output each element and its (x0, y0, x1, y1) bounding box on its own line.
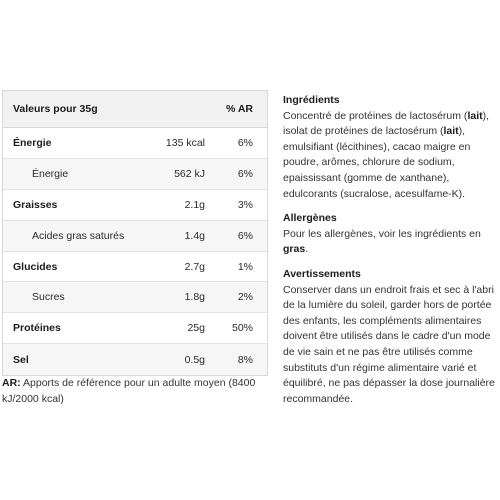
nutrient-ar-percent: 8% (237, 353, 253, 366)
warnings-title: Avertissements (283, 267, 361, 280)
footnote-text: Apports de référence pour un adulte moyen (8400 kJ/2000 kcal) (2, 377, 256, 405)
nutrient-amount: 1.4g (184, 229, 205, 242)
ingredients-text (283, 109, 498, 203)
allergens-bold-word: gras (283, 243, 306, 256)
nutrition-table (2, 90, 268, 376)
nutrient-amount: 1.8g (184, 291, 205, 304)
nutrient-ar-percent: 6% (237, 229, 253, 242)
ingredients-part-2: ), isolat de protéines de lactosérum ( (283, 109, 490, 138)
nutrition-row (3, 252, 267, 283)
ingredients-allergen-1: lait (467, 109, 483, 122)
nutrition-row (3, 344, 267, 375)
nutrition-row (3, 159, 267, 190)
nutrient-amount: 2.1g (184, 198, 205, 211)
nutrition-row (3, 313, 267, 344)
nutrient-amount: 0.5g (184, 353, 205, 366)
nutrient-amount: 25g (187, 322, 205, 335)
nutrient-name: Sucres (32, 291, 65, 304)
nutrient-ar-percent: 3% (237, 198, 253, 211)
nutrient-name: Énergie (32, 167, 69, 180)
nutrient-ar-percent: 50% (231, 322, 253, 335)
nutrition-row (3, 128, 267, 159)
nutrient-name: Sel (13, 353, 29, 366)
allergens-text-end: . (305, 243, 309, 256)
nutrition-header-ar: % AR (225, 103, 253, 115)
nutrient-ar-percent: 2% (237, 291, 253, 304)
allergens-text-main: Pour les allergènes, voir les ingrédients en (283, 227, 481, 240)
nutrient-ar-percent: 6% (237, 167, 253, 180)
nutrient-name: Protéines (13, 322, 61, 335)
nutrition-header-row (3, 91, 267, 128)
nutrient-amount: 135 kcal (165, 136, 205, 149)
nutrient-name: Glucides (13, 260, 58, 273)
nutrition-row (3, 282, 267, 313)
nutrition-row (3, 221, 267, 252)
ingredients-allergen-2: lait (443, 125, 459, 138)
footnote-label: AR: (2, 377, 21, 389)
nutrition-header-name: Valeurs pour 35g (13, 103, 98, 115)
nutrient-amount: 562 kJ (174, 167, 205, 180)
nutrient-name: Graisses (13, 198, 58, 211)
ingredients-part-3: ), emulsifiant (lécithines), cacao maigre en poudre, arômes, chlorure de sodium, epaississant (gomme de xanthane), edulcorants (sucralose, acesulfame-K). (283, 125, 471, 200)
nutrient-name: Acides gras saturés (32, 229, 125, 242)
nutrition-row (3, 190, 267, 221)
allergens-title: Allergènes (283, 212, 337, 225)
reference-intake-footnote (2, 376, 282, 407)
ingredients-title: Ingrédients (283, 94, 340, 106)
ingredients-part-1: Concentré de protéines de lactosérum ( (283, 109, 468, 122)
nutrient-name: Énergie (13, 136, 52, 149)
allergens-text (283, 227, 498, 258)
product-details (283, 93, 498, 407)
nutrient-ar-percent: 6% (237, 136, 253, 149)
nutrition-rows (3, 128, 267, 375)
nutrient-amount: 2.7g (184, 260, 205, 273)
warnings-text: Conserver dans un endroit frais et sec à l'abri de la lumière du soleil, garder hors de portée des enfants, les compléments alimentaires doivent être utilisés dans le cadre d'un mode de vie sain et ne pas être utilisés comme substituts d'un régime alimentaire varié et équilibré, ne pas dépasser la dose journalière recommandée. (283, 283, 495, 405)
nutrient-ar-percent: 1% (237, 260, 253, 273)
